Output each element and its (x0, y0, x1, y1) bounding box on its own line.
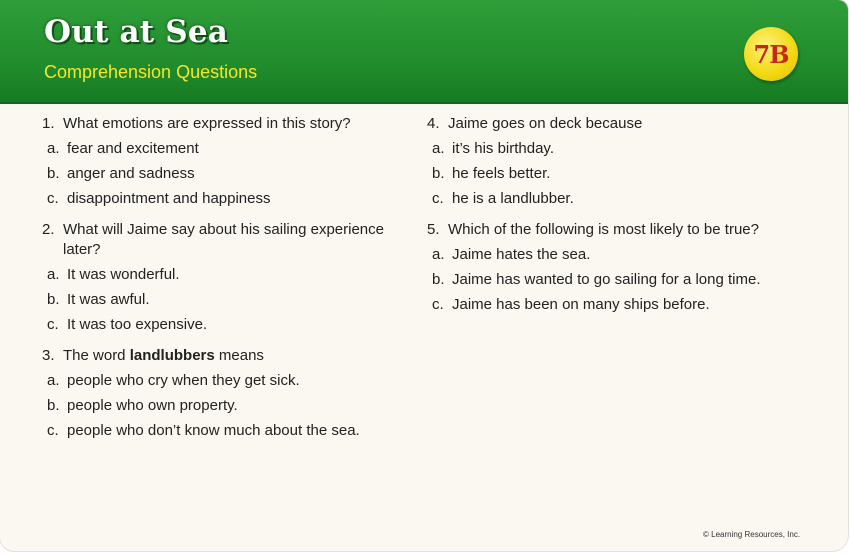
question-2 (42, 220, 412, 335)
answer-options (47, 371, 412, 441)
card-header (0, 0, 848, 104)
question-prompt: What emotions are expressed in this story? (63, 115, 351, 132)
answer-option[interactable] (47, 139, 412, 159)
answer-option[interactable] (432, 189, 827, 209)
question-text (42, 220, 412, 260)
option-text: people who don’t know much about the sea. (67, 422, 360, 439)
answer-option[interactable] (432, 164, 827, 184)
answer-options (47, 139, 412, 209)
option-text: It was wonderful. (67, 266, 180, 283)
option-letter: a. (432, 140, 445, 157)
question-number: 1. (42, 115, 55, 132)
question-number: 3. (42, 347, 55, 364)
page-title: Out at Sea (44, 14, 229, 50)
answer-option[interactable] (47, 396, 412, 416)
answer-options (432, 139, 827, 209)
question-1 (42, 114, 412, 209)
option-text: it’s his birthday. (452, 140, 554, 157)
vocabulary-word: landlubbers (129, 347, 215, 364)
copyright-notice: © Learning Resources, Inc. (703, 530, 801, 539)
answer-options (432, 245, 827, 315)
option-letter: b. (47, 397, 60, 414)
option-letter: c. (47, 316, 59, 333)
option-text: It was too expensive. (67, 316, 208, 333)
option-text: Jaime hates the sea. (452, 246, 591, 263)
question-text (42, 346, 412, 366)
option-text: people who own property. (67, 397, 238, 414)
option-letter: a. (47, 266, 60, 283)
question-4 (427, 114, 827, 209)
option-text: Jaime has been on many ships before. (452, 296, 710, 313)
answer-option[interactable] (432, 139, 827, 159)
option-letter: b. (432, 271, 445, 288)
answer-option[interactable] (432, 245, 827, 265)
option-letter: b. (432, 165, 445, 182)
question-5 (427, 220, 827, 315)
question-number: 4. (427, 115, 440, 132)
option-letter: c. (47, 422, 59, 439)
question-number: 5. (427, 221, 440, 238)
answer-option[interactable] (432, 270, 827, 290)
option-text: Jaime has wanted to go sailing for a long time. (452, 271, 761, 288)
option-text: fear and excitement (67, 140, 199, 157)
answer-option[interactable] (47, 421, 412, 441)
option-text: It was awful. (67, 291, 150, 308)
question-prompt-end: means (218, 347, 264, 364)
option-letter: c. (47, 190, 59, 207)
option-letter: a. (432, 246, 445, 263)
answer-option[interactable] (47, 290, 412, 310)
question-3 (42, 346, 412, 441)
question-text (42, 114, 412, 134)
option-text: anger and sadness (67, 165, 195, 182)
option-text: he is a landlubber. (452, 190, 574, 207)
answer-option[interactable] (47, 189, 412, 209)
card-number-label: 7B (753, 39, 789, 69)
question-prompt: What will Jaime say about his sailing experience later? (63, 221, 384, 258)
option-letter: b. (47, 291, 60, 308)
question-prompt-start: The word (63, 347, 126, 364)
answer-option[interactable] (432, 295, 827, 315)
card-number-badge (744, 27, 798, 81)
option-letter: a. (47, 372, 60, 389)
option-letter: a. (47, 140, 60, 157)
question-text (427, 220, 827, 240)
answer-option[interactable] (47, 164, 412, 184)
option-text: he feels better. (452, 165, 551, 182)
question-prompt: Jaime goes on deck because (448, 115, 643, 132)
page-subtitle: Comprehension Questions (44, 62, 258, 82)
option-letter: c. (432, 296, 444, 313)
left-column (42, 114, 412, 452)
option-text: people who cry when they get sick. (67, 372, 300, 389)
question-prompt: Which of the following is most likely to be true? (448, 221, 759, 238)
option-letter: c. (432, 190, 444, 207)
answer-option[interactable] (47, 371, 412, 391)
answer-options (47, 265, 412, 335)
option-text: disappointment and happiness (67, 190, 271, 207)
right-column (427, 114, 827, 326)
option-letter: b. (47, 165, 60, 182)
question-number: 2. (42, 221, 55, 238)
answer-option[interactable] (47, 265, 412, 285)
answer-option[interactable] (47, 315, 412, 335)
question-text (427, 114, 827, 134)
